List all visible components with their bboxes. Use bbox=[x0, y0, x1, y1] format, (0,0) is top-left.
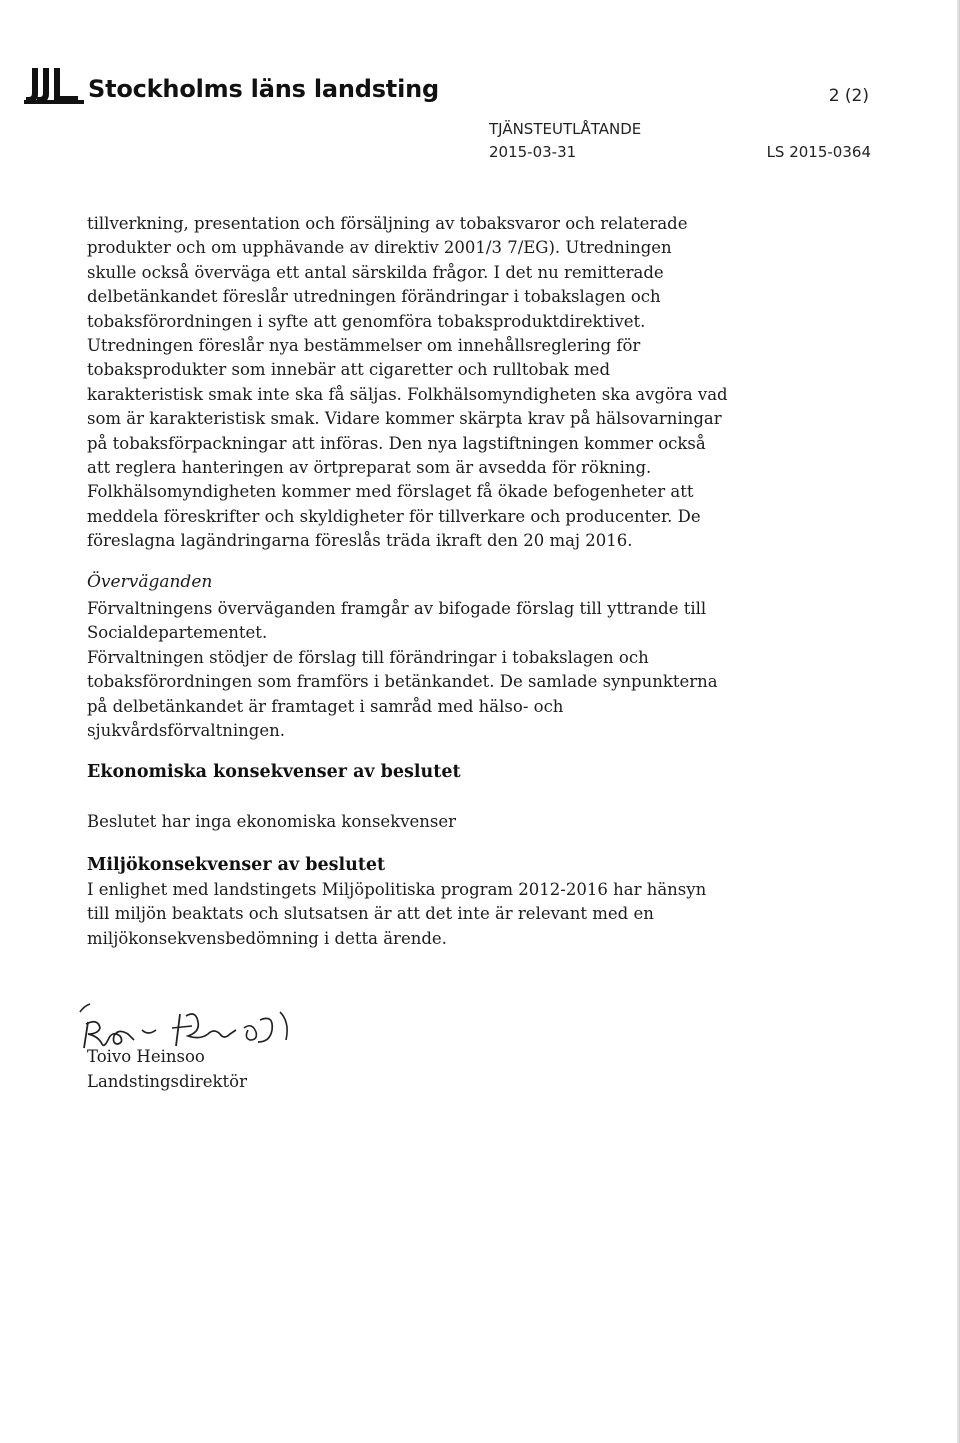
document-type: TJÄNSTEUTLÅTANDE bbox=[489, 120, 642, 138]
text-line: tobaksförordningen som framförs i betänkandet. De samlade synpunkterna bbox=[87, 672, 718, 692]
text-line: miljökonsekvensbedömning i detta ärende. bbox=[87, 928, 447, 948]
document-date: 2015-03-31 bbox=[489, 143, 577, 161]
text-line: tobaksprodukter som innebär att cigaretter och rulltobak med bbox=[87, 360, 611, 380]
considerations-section bbox=[87, 572, 747, 592]
text-line: meddela föreskrifter och skyldigheter för tillverkare och producenter. De bbox=[87, 506, 701, 526]
environment-paragraph bbox=[87, 878, 747, 951]
text-line: Folkhälsomyndigheten kommer med förslaget få ökade befogenheter att bbox=[87, 482, 694, 502]
intro-paragraph bbox=[87, 212, 747, 554]
text-line: Utredningen föreslår nya bestämmelser om innehållsreglering för bbox=[87, 336, 641, 356]
economic-section bbox=[87, 762, 747, 782]
section-heading: Ekonomiska konsekvenser av beslutet bbox=[87, 762, 461, 782]
text-line: föreslagna lagändringarna föreslås träda ikraft den 20 maj 2016. bbox=[87, 531, 633, 551]
signatory-name: Toivo Heinsoo bbox=[87, 1047, 205, 1066]
environment-section bbox=[87, 855, 747, 875]
text-line: Förvaltningen stödjer de förslag till förändringar i tobakslagen och bbox=[87, 647, 649, 667]
organization-name: Stockholms läns landsting bbox=[88, 75, 439, 103]
text-line: karakteristisk smak inte ska få säljas. Folkhälsomyndigheten ska avgöra vad bbox=[87, 384, 728, 404]
section-heading: Miljökonsekvenser av beslutet bbox=[87, 855, 386, 875]
text-line: delbetänkandet föreslår utredningen förändringar i tobakslagen och bbox=[87, 287, 661, 307]
document-reference: LS 2015-0364 bbox=[766, 143, 871, 161]
text-line: I enlighet med landstingets Miljöpolitiska program 2012-2016 har hänsyn bbox=[87, 880, 707, 899]
page-number: 2 (2) bbox=[828, 86, 869, 106]
section-heading: Överväganden bbox=[87, 572, 213, 592]
text-line: att reglera hanteringen av örtpreparat som är avsedda för rökning. bbox=[87, 458, 652, 478]
economic-paragraph bbox=[87, 810, 747, 834]
text-line: sjukvårdsförvaltningen. bbox=[87, 721, 286, 741]
text-line: Beslutet har inga ekonomiska konsekvenser bbox=[87, 812, 457, 831]
text-line: tobaksförordningen i syfte att genomföra tobaksproduktdirektivet. bbox=[87, 311, 646, 331]
sll-logo-icon bbox=[24, 64, 84, 106]
text-line: Förvaltningens överväganden framgår av bifogade förslag till yttrande till bbox=[87, 599, 707, 618]
text-line: på delbetänkandet är framtaget i samråd med hälso- och bbox=[87, 696, 564, 716]
signatory-title: Landstingsdirektör bbox=[87, 1072, 247, 1091]
text-line: som är karakteristisk smak. Vidare kommer skärpta krav på hälsovarningar bbox=[87, 409, 722, 429]
text-line: till miljön beaktats och slutsatsen är att det inte är relevant med en bbox=[87, 904, 654, 924]
text-line: Socialdepartementet. bbox=[87, 623, 268, 643]
text-line: tillverkning, presentation och försäljning av tobaksvaror och relaterade bbox=[87, 214, 688, 233]
considerations-paragraph bbox=[87, 597, 747, 743]
text-line: produkter och om upphävande av direktiv 2001/3 7/EG). Utredningen bbox=[87, 238, 672, 258]
text-line: på tobaksförpackningar att införas. Den nya lagstiftningen kommer också bbox=[87, 433, 706, 453]
header-logo bbox=[24, 64, 439, 106]
text-line: skulle också överväga ett antal särskilda frågor. I det nu remitterade bbox=[87, 262, 664, 282]
